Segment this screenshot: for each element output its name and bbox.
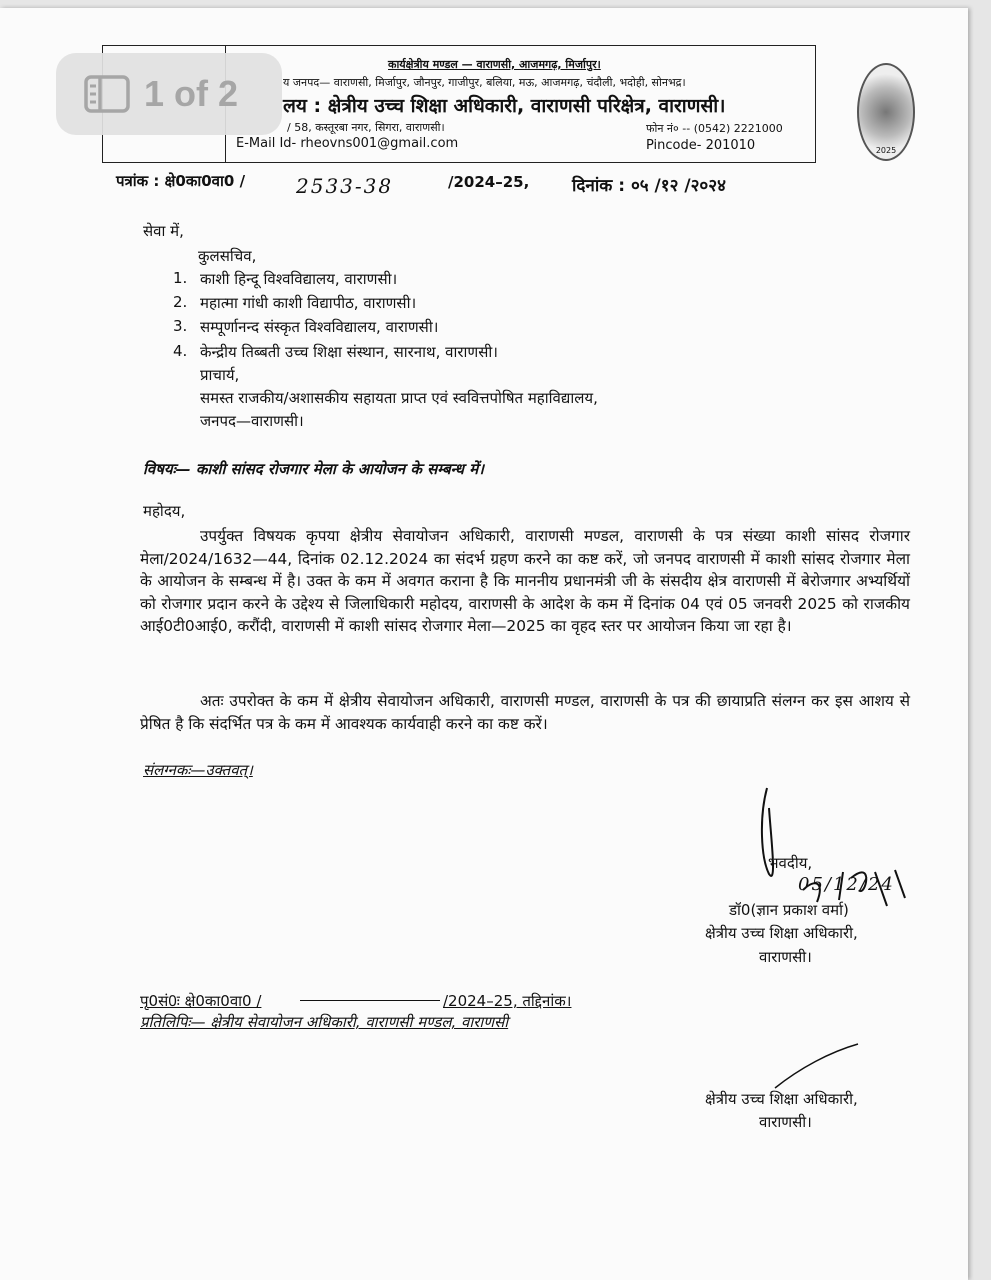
header-pincode: Pincode- 201010 (646, 138, 756, 153)
enclosure-note: संलग्नकः—उक्तवत्। (143, 761, 253, 779)
recipient-item: काशी हिन्दू विश्वविद्यालय, वाराणसी। (200, 270, 398, 288)
recipient-num: 4. (173, 342, 188, 360)
endorsement-year: /2024–25, तद्दिनांक। (443, 992, 572, 1010)
header-title: लय : क्षेत्रीय उच्च शिक्षा अधिकारी, वाराणसी परिक्षेत्र, वाराणसी। (283, 95, 726, 117)
official-seal: 2025 (857, 63, 915, 161)
copy-to: प्रतिलिपिः— क्षेत्रीय सेवायोजन अधिकारी, वाराणसी मण्डल, वाराणसी (140, 1013, 509, 1031)
recipient-item: महात्मा गांधी काशी विद्यापीठ, वाराणसी। (200, 294, 417, 312)
ref-year: /2024–25, (448, 173, 530, 191)
document-page (0, 8, 968, 1280)
officer-city: वाराणसी। (759, 1113, 812, 1131)
endorsement-ref: पृ0सं0ः क्षे0का0वा0 / (140, 992, 262, 1010)
blank-line (300, 1000, 440, 1001)
district: जनपद—वाराणसी। (200, 412, 304, 430)
recipient-num: 3. (173, 317, 188, 335)
header-line1: कार्यक्षेत्रीय मण्डल — वाराणसी, आजमगढ़, मिर्जापुर। (388, 58, 601, 71)
ref-date: दिनांक : ०५ /१२ /२०२४ (572, 176, 726, 196)
officer-designation: क्षेत्रीय उच्च शिक्षा अधिकारी, (705, 1090, 858, 1108)
signatory-city: वाराणसी। (759, 948, 812, 966)
paragraph-1: उपर्युक्त विषयक कृपया क्षेत्रीय सेवायोजन अधिकारी, वाराणसी मण्डल, वाराणसी के पत्र संख्या काशी सांसद रोजगार मेला/2024/1632—44, दिनांक 02.12.2024 का संदर्भ ग्रहण करने का कष्ट करें, जो जनपद वाराणसी में काशी सांसद रोजगार मेला के आयोजन के सम्बन्ध में है। उक्त के कम में अवगत कराना है कि माननीय प्रधानमंत्री जी के संसदीय क्षेत्र वाराणसी में बेरोजगार अभ्यर्थियों को रोजगार प्रदान करने के उद्देश्य से जिलाधिकारी महोदय, वाराणसी के आदेश के कम में दिनांक 04 एवं 05 जनवरी 2025 को राजकीय आई0टी0आई0, करौंदी, वाराणसी में काशी सांसद रोजगार मेला—2025 का वृहद स्तर पर आयोजन किया जा रहा है। (140, 527, 910, 635)
recipient-item: सम्पूर्णानन्द संस्कृत विश्वविद्यालय, वाराणसी। (200, 318, 439, 336)
principal: प्राचार्य, (200, 366, 240, 384)
sidebar-panel-icon (84, 75, 130, 113)
greeting: महोदय, (143, 502, 186, 520)
header-phone: फोन नं० -- (0542) 2221000 (646, 122, 783, 135)
recipient-num: 1. (173, 269, 188, 287)
colleges: समस्त राजकीय/अशासकीय सहायता प्राप्त एवं स्ववित्तपोषित महाविद्यालय, (200, 389, 598, 407)
recipient-item: केन्द्रीय तिब्बती उच्च शिक्षा संस्थान, सारनाथ, वाराणसी। (200, 343, 498, 361)
recipient-num: 2. (173, 293, 188, 311)
signature-date: 05/12/24 (798, 874, 895, 895)
header-address: / 58, कस्तूरबा नगर, सिगरा, वाराणसी। (287, 121, 445, 134)
signatory-designation: क्षेत्रीय उच्च शिक्षा अधिकारी, (705, 924, 858, 942)
salutation-to: सेवा में, (143, 222, 184, 240)
ref-number: 2533-38 (296, 174, 394, 198)
ref-label: पत्रांक : क्षे0का0वा0 / (116, 172, 246, 190)
page-indicator[interactable] (56, 53, 282, 135)
subject-line: विषयः— काशी सांसद रोजगार मेला के आयोजन के सम्बन्ध में। (143, 460, 484, 478)
registrar: कुलसचिव, (198, 247, 257, 265)
signatory-name: डॉ0(ज्ञान प्रकाश वर्मा) (729, 901, 849, 919)
page-indicator-text: 1 of 2 (144, 73, 239, 114)
header-email: E-Mail Id- rheovns001@gmail.com (236, 136, 459, 151)
paragraph-2: अतः उपरोक्त के कम में क्षेत्रीय सेवायोजन अधिकारी, वाराणसी मण्डल, वाराणसी के पत्र की छायाप्रति संलग्न कर इस आशय से प्रेषित है कि संदर्भित पत्र के कम में आवश्यक कार्यवाही करने का कष्ट करें। (140, 692, 910, 733)
header-line2: य जनपद— वाराणसी, मिर्जापुर, जौनपुर, गाजीपुर, बलिया, मऊ, आजमगढ़, चंदौली, भदोही, सोनभद्र। (283, 76, 686, 89)
yours-faithfully: भवदीय, (768, 854, 813, 872)
